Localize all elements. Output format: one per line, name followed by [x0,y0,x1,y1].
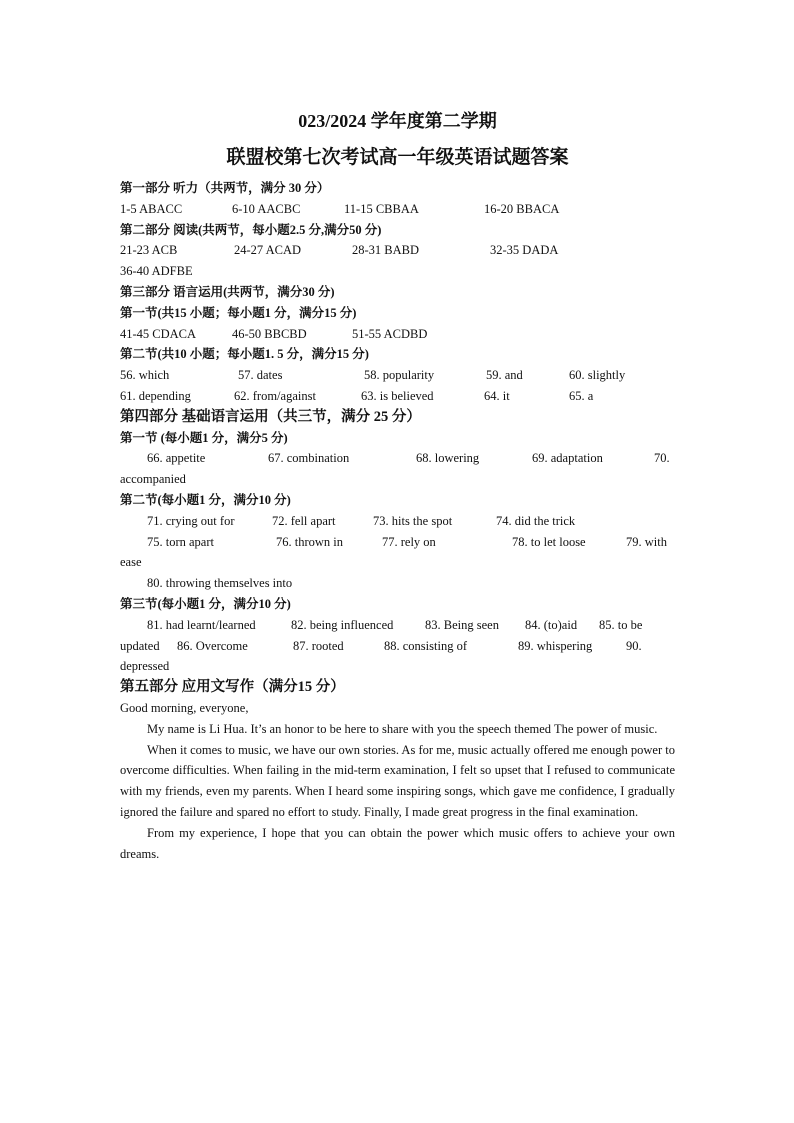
answer-item: 70. [654,451,670,466]
title-year: 023/2024 学年度第二学期 [298,111,497,131]
part1-heading: 第一部分 听力（共两节，满分 30 分） [120,181,330,195]
answer-item: 86. Overcome [177,638,248,653]
answer-item: 57. dates [238,368,283,383]
part4-heading: 第四部分 基础语言运用（共三节，满分 25 分） [120,408,421,425]
answer-item: 69. adaptation [532,451,603,466]
answer-item: 75. torn apart [147,534,214,549]
answer-item: 89. whispering [518,638,593,653]
part2-answers-row1 [120,240,675,261]
part3-sec2-row2 [120,386,675,407]
answer-item: 63. is believed [361,388,434,403]
part3-sec2-row1 [120,365,675,386]
answer-item: 60. slightly [569,368,626,383]
answer-sheet [120,100,675,864]
part3-sec1-answers [120,324,675,345]
answer-item: 82. being influenced [291,617,394,632]
answer-item: 61. depending [120,388,191,403]
part4-sec3-heading: 第三节(每小题1 分，满分10 分) [120,596,291,611]
answer-item: 79. with [626,534,667,549]
part4-sec3-row1 [120,615,675,636]
answer-item: 59. and [486,368,523,383]
answer-item: 87. rooted [293,638,344,653]
part4-sec2-row1 [120,511,675,532]
answer-item: 78. to let loose [512,534,586,549]
part4-sec1-row1 [120,448,675,469]
essay-greeting: Good morning, everyone, [120,700,249,715]
answer-item: 67. combination [268,451,350,466]
answer-item: 83. Being seen [425,617,499,632]
answer-item: 72. fell apart [272,513,336,528]
essay-paragraph: My name is Li Hua. It’s an honor to be here to share with you the speech themed The power of music. [147,721,658,736]
part2-answers-row2 [120,261,675,282]
answer-item: 65. a [569,388,594,403]
answer-group: 51-55 ACDBD [352,326,428,341]
part3-heading: 第三部分 语言运用(共两节，满分30 分) [120,284,335,299]
title-main: 联盟校第七次考试高一年级英语试题答案 [226,147,569,168]
answer-item: 81. had learnt/learned [147,617,256,632]
answer-item: 76. thrown in [276,534,344,549]
answer-group: 11-15 CBBAA [344,201,419,216]
essay-paragraph: When it comes to music, we have our own stories. As for me, music actually offered me enough power to overcome difficulties. When failing in the mid-term examination, I felt so upset that I refused to communicate with my friends, even my parents. When I heard some inspiring songs, which gave me confidence, I gradually ignored the failure and spared no effort to study. Finally, I made great progress in the final examination. [120,742,675,819]
answer-item: 77. rely on [382,534,436,549]
answer-item: 66. appetite [147,451,206,466]
part4-sec3-row2 [120,636,675,657]
answer-item: 80. throwing themselves into [147,576,293,591]
part1-answers [120,199,675,220]
answer-group: 1-5 ABACC [120,201,183,216]
answer-group: 32-35 DADA [490,243,559,258]
answer-group: 28-31 BABD [352,243,420,258]
answer-item: 68. lowering [416,451,480,466]
answer-item: 85. to be [599,617,643,632]
answer-continuation: depressed [120,659,170,674]
answer-group: 16-20 BBACA [484,201,560,216]
answer-group: 41-45 CDACA [120,326,197,341]
essay-paragraph: From my experience, I hope that you can obtain the power which music offers to achieve your own dreams. [120,825,675,861]
answer-item: 90. [626,638,642,653]
answer-continuation: accompanied [120,472,186,487]
part5-heading: 第五部分 应用文写作（满分15 分） [120,679,345,696]
part4-sec2-heading: 第二节(每小题1 分，满分10 分) [120,492,291,507]
answer-item: 56. which [120,368,170,383]
answer-continuation: ease [120,555,142,570]
part3-sec2-heading: 第二节(共10 小题；每小题1. 5 分，满分15 分) [120,347,369,362]
answer-group: 46-50 BBCBD [232,326,307,341]
answer-group: 24-27 ACAD [234,243,302,258]
answer-item: 58. popularity [364,368,435,383]
answer-item: 71. crying out for [147,513,235,528]
answer-item: updated [120,638,160,653]
part4-sec2-row2 [120,532,675,553]
answer-item: 74. did the trick [496,513,576,528]
answer-group: 36-40 ADFBE [120,264,193,279]
answer-item: 73. hits the spot [373,513,453,528]
answer-item: 88. consisting of [384,638,467,653]
answer-group: 21-23 ACB [120,243,178,258]
part2-heading: 第二部分 阅读(共两节，每小题2.5 分,满分50 分) [120,222,382,237]
part4-sec1-heading: 第一节 (每小题1 分，满分5 分) [120,430,288,445]
answer-group: 6-10 AACBC [232,201,301,216]
answer-item: 64. it [484,388,510,403]
answer-item: 84. (to)aid [525,617,578,632]
part3-sec1-heading: 第一节(共15 小题；每小题1 分，满分15 分) [120,305,357,320]
answer-item: 62. from/against [234,388,316,403]
